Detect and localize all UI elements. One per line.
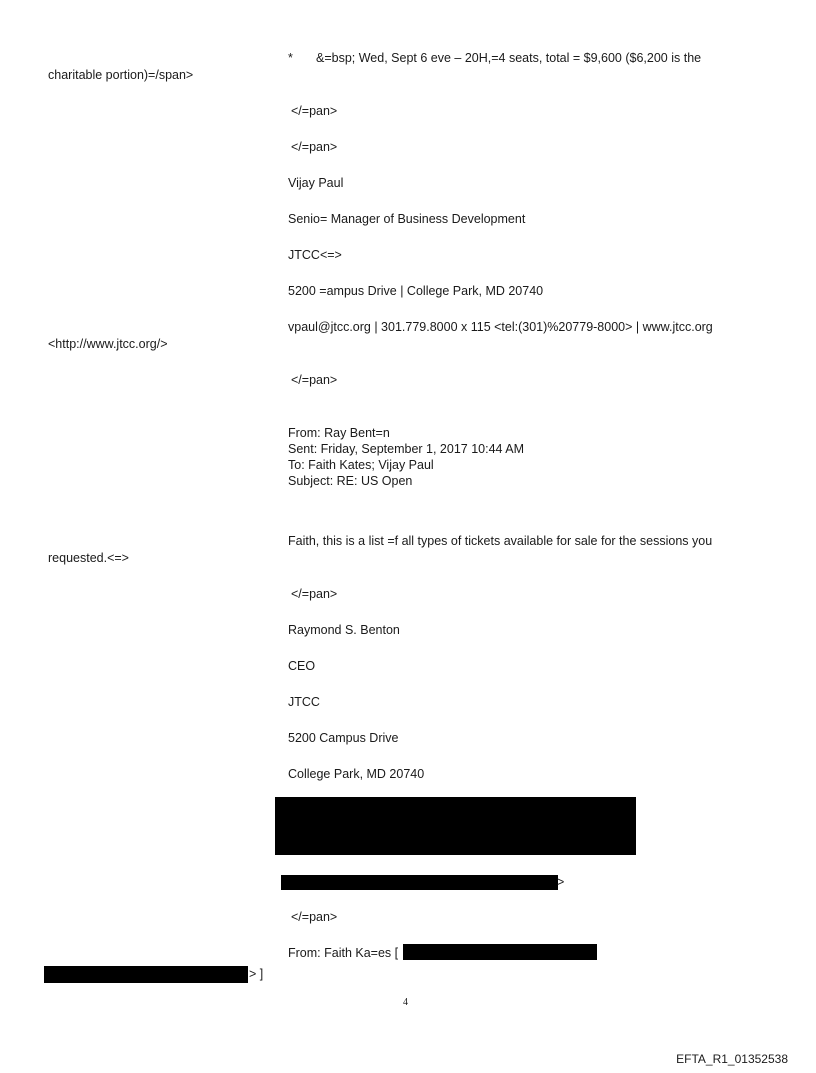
bullet-line-continuation: charitable portion)=/span> [48, 68, 194, 82]
bullet-line-text: &=bsp; Wed, Sept 6 eve – 20H,=4 seats, total = $9,600 ($6,200 is the [316, 51, 702, 65]
email-from: From: Ray Bent=n [288, 426, 390, 440]
redaction-bar [281, 875, 558, 890]
signature-title: CEO [288, 659, 316, 673]
signature-title: Senio= Manager of Business Development [288, 212, 526, 226]
redaction-bar [44, 966, 248, 983]
redacted-line-tail: > [557, 875, 565, 889]
span-close-tag: </=pan> [291, 104, 338, 118]
signature-address: 5200 =ampus Drive | College Park, MD 20740 [288, 284, 544, 298]
body-text-line: Faith, this is a list =f all types of tickets available for sale for the sessions you [288, 534, 713, 548]
body-text-line: requested.<=> [48, 551, 129, 565]
email-subject: Subject: RE: US Open [288, 474, 413, 488]
redaction-bar [403, 944, 597, 960]
signature-name: Raymond S. Benton [288, 623, 400, 637]
signature-city: College Park, MD 20740 [288, 767, 425, 781]
redaction-block [275, 797, 636, 855]
bullet-marker: * [288, 51, 293, 65]
signature-org: JTCC<=> [288, 248, 342, 262]
email-to: To: Faith Kates; Vijay Paul [288, 458, 434, 472]
span-close-tag: </=pan> [291, 587, 338, 601]
document-id-footer: EFTA_R1_01352538 [676, 1052, 788, 1066]
from-faith-tail: > ] [249, 967, 264, 981]
signature-contact-link: <http://www.jtcc.org/> [48, 337, 168, 351]
email-header [288, 425, 524, 489]
signature-contact: vpaul@jtcc.org | 301.779.8000 x 115 <tel:(301)%20779-8000> | www.jtcc.org [288, 320, 713, 334]
signature-street: 5200 Campus Drive [288, 731, 399, 745]
span-close-tag: </=pan> [291, 910, 338, 924]
span-close-tag: </=pan> [291, 373, 338, 387]
signature-name: Vijay Paul [288, 176, 344, 190]
from-faith-line: From: Faith Ka=es [ [288, 946, 399, 960]
email-sent: Sent: Friday, September 1, 2017 10:44 AM [288, 442, 525, 456]
page-number: 4 [403, 997, 408, 1008]
span-close-tag: </=pan> [291, 140, 338, 154]
signature-org: JTCC [288, 695, 320, 709]
